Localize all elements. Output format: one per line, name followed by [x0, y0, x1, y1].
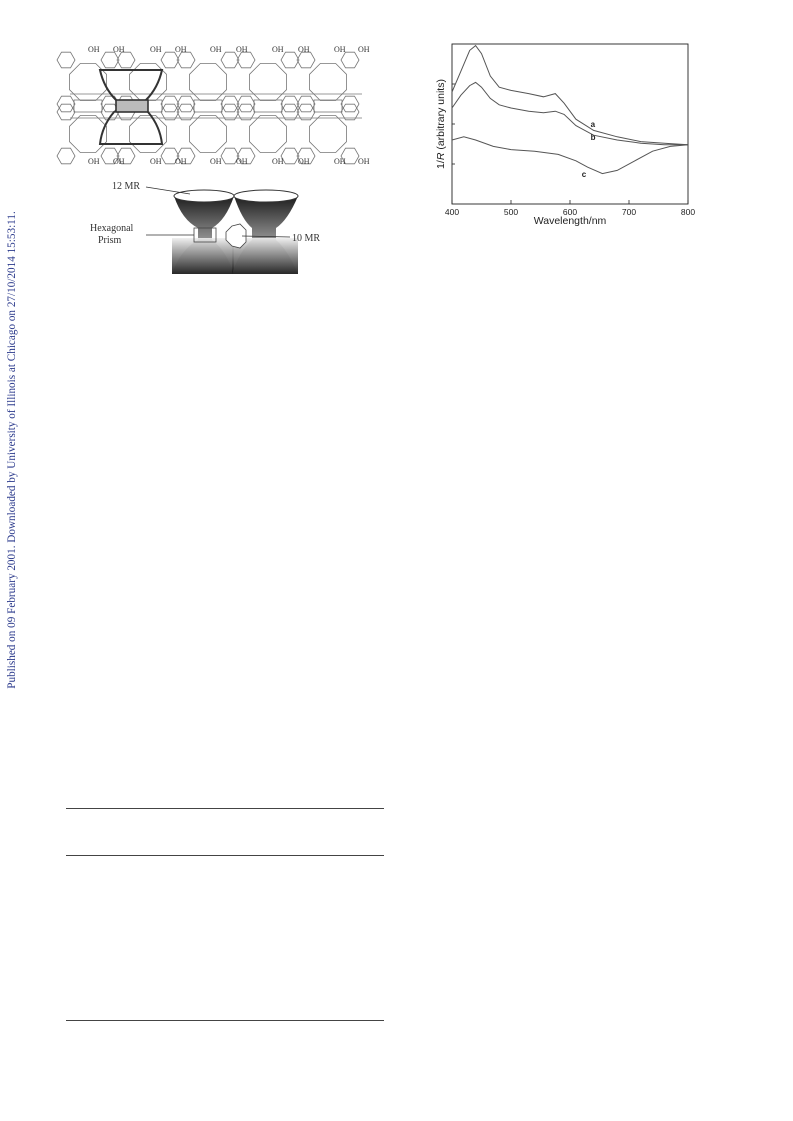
series-label-b: b [590, 133, 596, 142]
oh-label-top: OH [150, 45, 162, 54]
oh-label-bottom: OH [358, 157, 370, 166]
hourglass-left [172, 190, 234, 274]
series-label-c: c [581, 169, 587, 179]
series-label-a: a [590, 120, 596, 130]
oh-label-top: OH [272, 45, 284, 54]
table-rule-top [66, 808, 384, 809]
oh-label-top: OH [210, 45, 222, 54]
download-watermark [0, 0, 24, 1121]
chart-series [452, 46, 688, 174]
framework-lattice [57, 52, 362, 164]
x-axis-title: Wavelength/nm [533, 215, 607, 227]
oh-label-bottom: OH [113, 157, 125, 166]
oh-label-bottom: OH [334, 157, 346, 166]
hexagonal-prism-shaded [116, 100, 148, 112]
download-watermark-text: Published on 09 February 2001. Downloaded by University of Illinois at Chicago on 27/10/2014 15:53:11. [6, 211, 18, 689]
x-tick-label: 400 [444, 207, 460, 217]
y-axis-title-prefix: 1/ [435, 160, 447, 169]
x-tick-label: 500 [503, 207, 519, 217]
oh-label-bottom: OH [88, 157, 100, 166]
framework-drawing [66, 38, 370, 278]
oh-label-top: OH [334, 45, 346, 54]
table-rule-bottom [66, 1020, 384, 1021]
oh-label-top: OH [358, 45, 370, 54]
oh-label-top: OH [113, 45, 125, 54]
series-line-b [452, 82, 688, 144]
oh-label-top: OH [298, 45, 310, 54]
oh-top-row [88, 45, 370, 54]
oh-label-bottom: OH [236, 157, 248, 166]
oh-label-bottom: OH [210, 157, 222, 166]
y-axis-title-suffix: (arbitrary units) [435, 79, 447, 153]
x-tick-label: 800 [680, 207, 696, 217]
oh-bottom-row [88, 157, 370, 166]
oh-label-bottom: OH [150, 157, 162, 166]
label-prism: Prism [98, 235, 122, 246]
oh-label-top: OH [236, 45, 248, 54]
oh-label-top: OH [88, 45, 100, 54]
x-ticks [445, 84, 695, 217]
label-hexagonal: Hexagonal [90, 223, 134, 234]
chart-svg [416, 40, 706, 230]
label-10mr: 10 MR [292, 233, 321, 244]
label-12mr: 12 MR [112, 181, 141, 192]
x-tick-label: 700 [621, 207, 637, 217]
oh-label-top: OH [175, 45, 187, 54]
oh-label-bottom: OH [298, 157, 310, 166]
y-axis-title [435, 79, 447, 169]
oh-label-bottom: OH [175, 157, 187, 166]
table-rule-middle [66, 855, 384, 856]
reflectance-chart [416, 40, 706, 230]
oh-label-bottom: OH [272, 157, 284, 166]
framework-figure [66, 38, 370, 278]
x-tick-label: 600 [562, 207, 578, 217]
y-axis-title-var: R [435, 152, 447, 161]
